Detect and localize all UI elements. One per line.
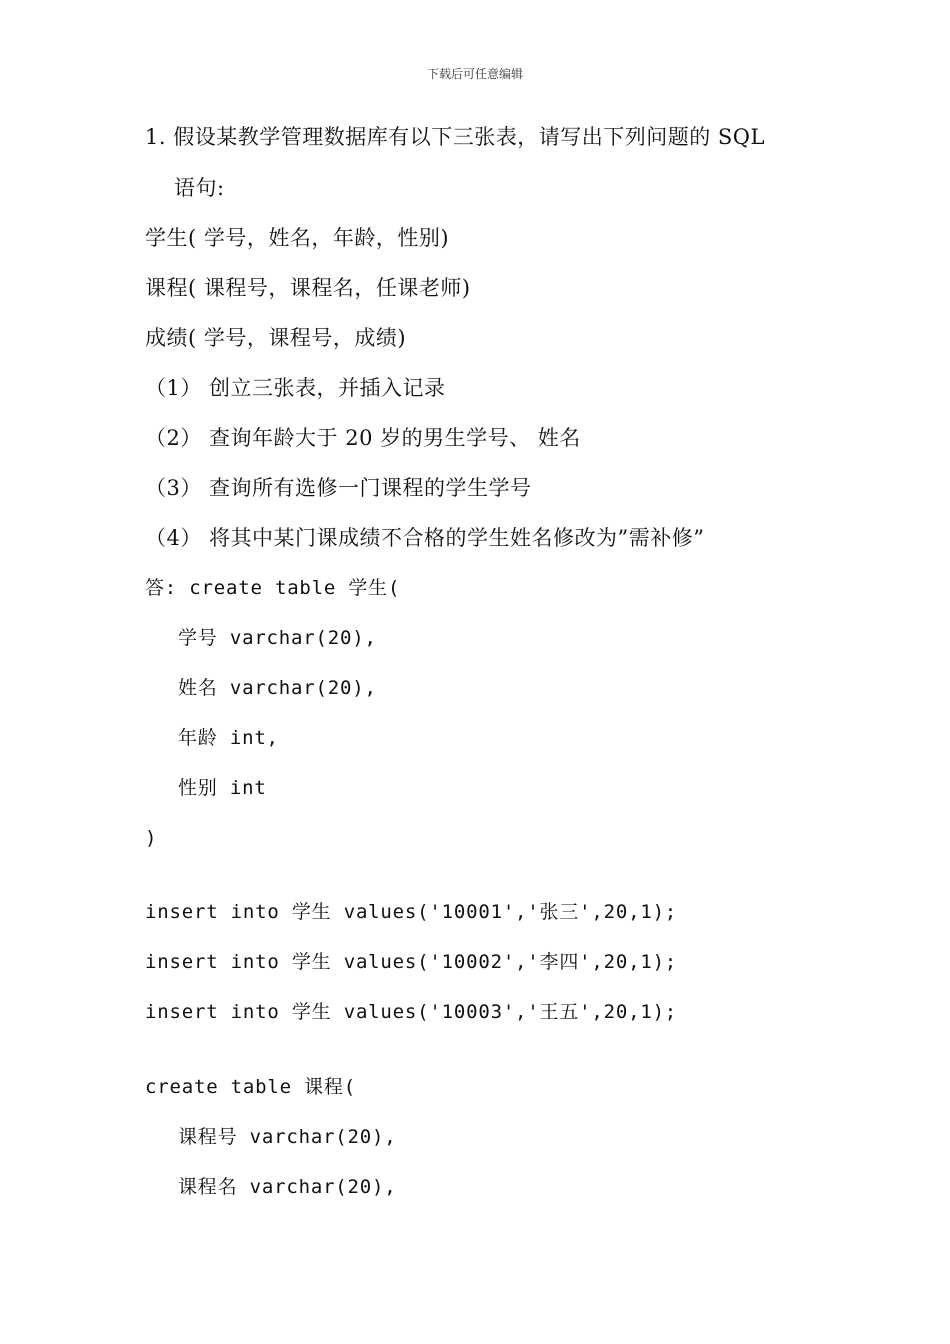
course-field-id: 课程号 varchar(20),	[178, 1126, 397, 1148]
close-paren: )	[145, 827, 158, 849]
student-field-age: 年龄 int,	[178, 727, 279, 749]
page-header: 下载后可任意编辑	[426, 67, 523, 81]
table-definition-student: 学生( 学号，姓名，年龄，性别)	[145, 226, 450, 250]
table-definition-course: 课程( 课程号，课程名，任课老师)	[145, 276, 471, 300]
student-field-id: 学号 varchar(20),	[178, 627, 377, 649]
student-field-gender: 性别 int	[178, 777, 267, 799]
answer-create-course: create table 课程(	[145, 1076, 356, 1098]
answer-create-student: 答: create table 学生(	[145, 577, 401, 599]
student-field-name: 姓名 varchar(20),	[178, 677, 377, 699]
sub-question-1: （1） 创立三张表，并插入记录	[145, 376, 446, 400]
sub-question-2: （2） 查询年龄大于 20 岁的男生学号、 姓名	[145, 426, 581, 450]
question-line-1: 1. 假设某教学管理数据库有以下三张表，请写出下列问题的 SQL	[145, 125, 765, 149]
insert-statement-3: insert into 学生 values('10003','王五',20,1);	[145, 1001, 678, 1023]
course-field-name: 课程名 varchar(20),	[178, 1176, 397, 1198]
insert-statement-1: insert into 学生 values('10001','张三',20,1);	[145, 901, 678, 923]
sub-question-3: （3） 查询所有选修一门课程的学生学号	[145, 476, 532, 500]
table-definition-score: 成绩( 学号，课程号，成绩)	[145, 326, 407, 350]
insert-statement-2: insert into 学生 values('10002','李四',20,1);	[145, 951, 678, 973]
sub-question-4: （4） 将其中某门课成绩不合格的学生姓名修改为”需补修”	[145, 526, 705, 550]
question-line-2: 语句:	[174, 176, 225, 200]
